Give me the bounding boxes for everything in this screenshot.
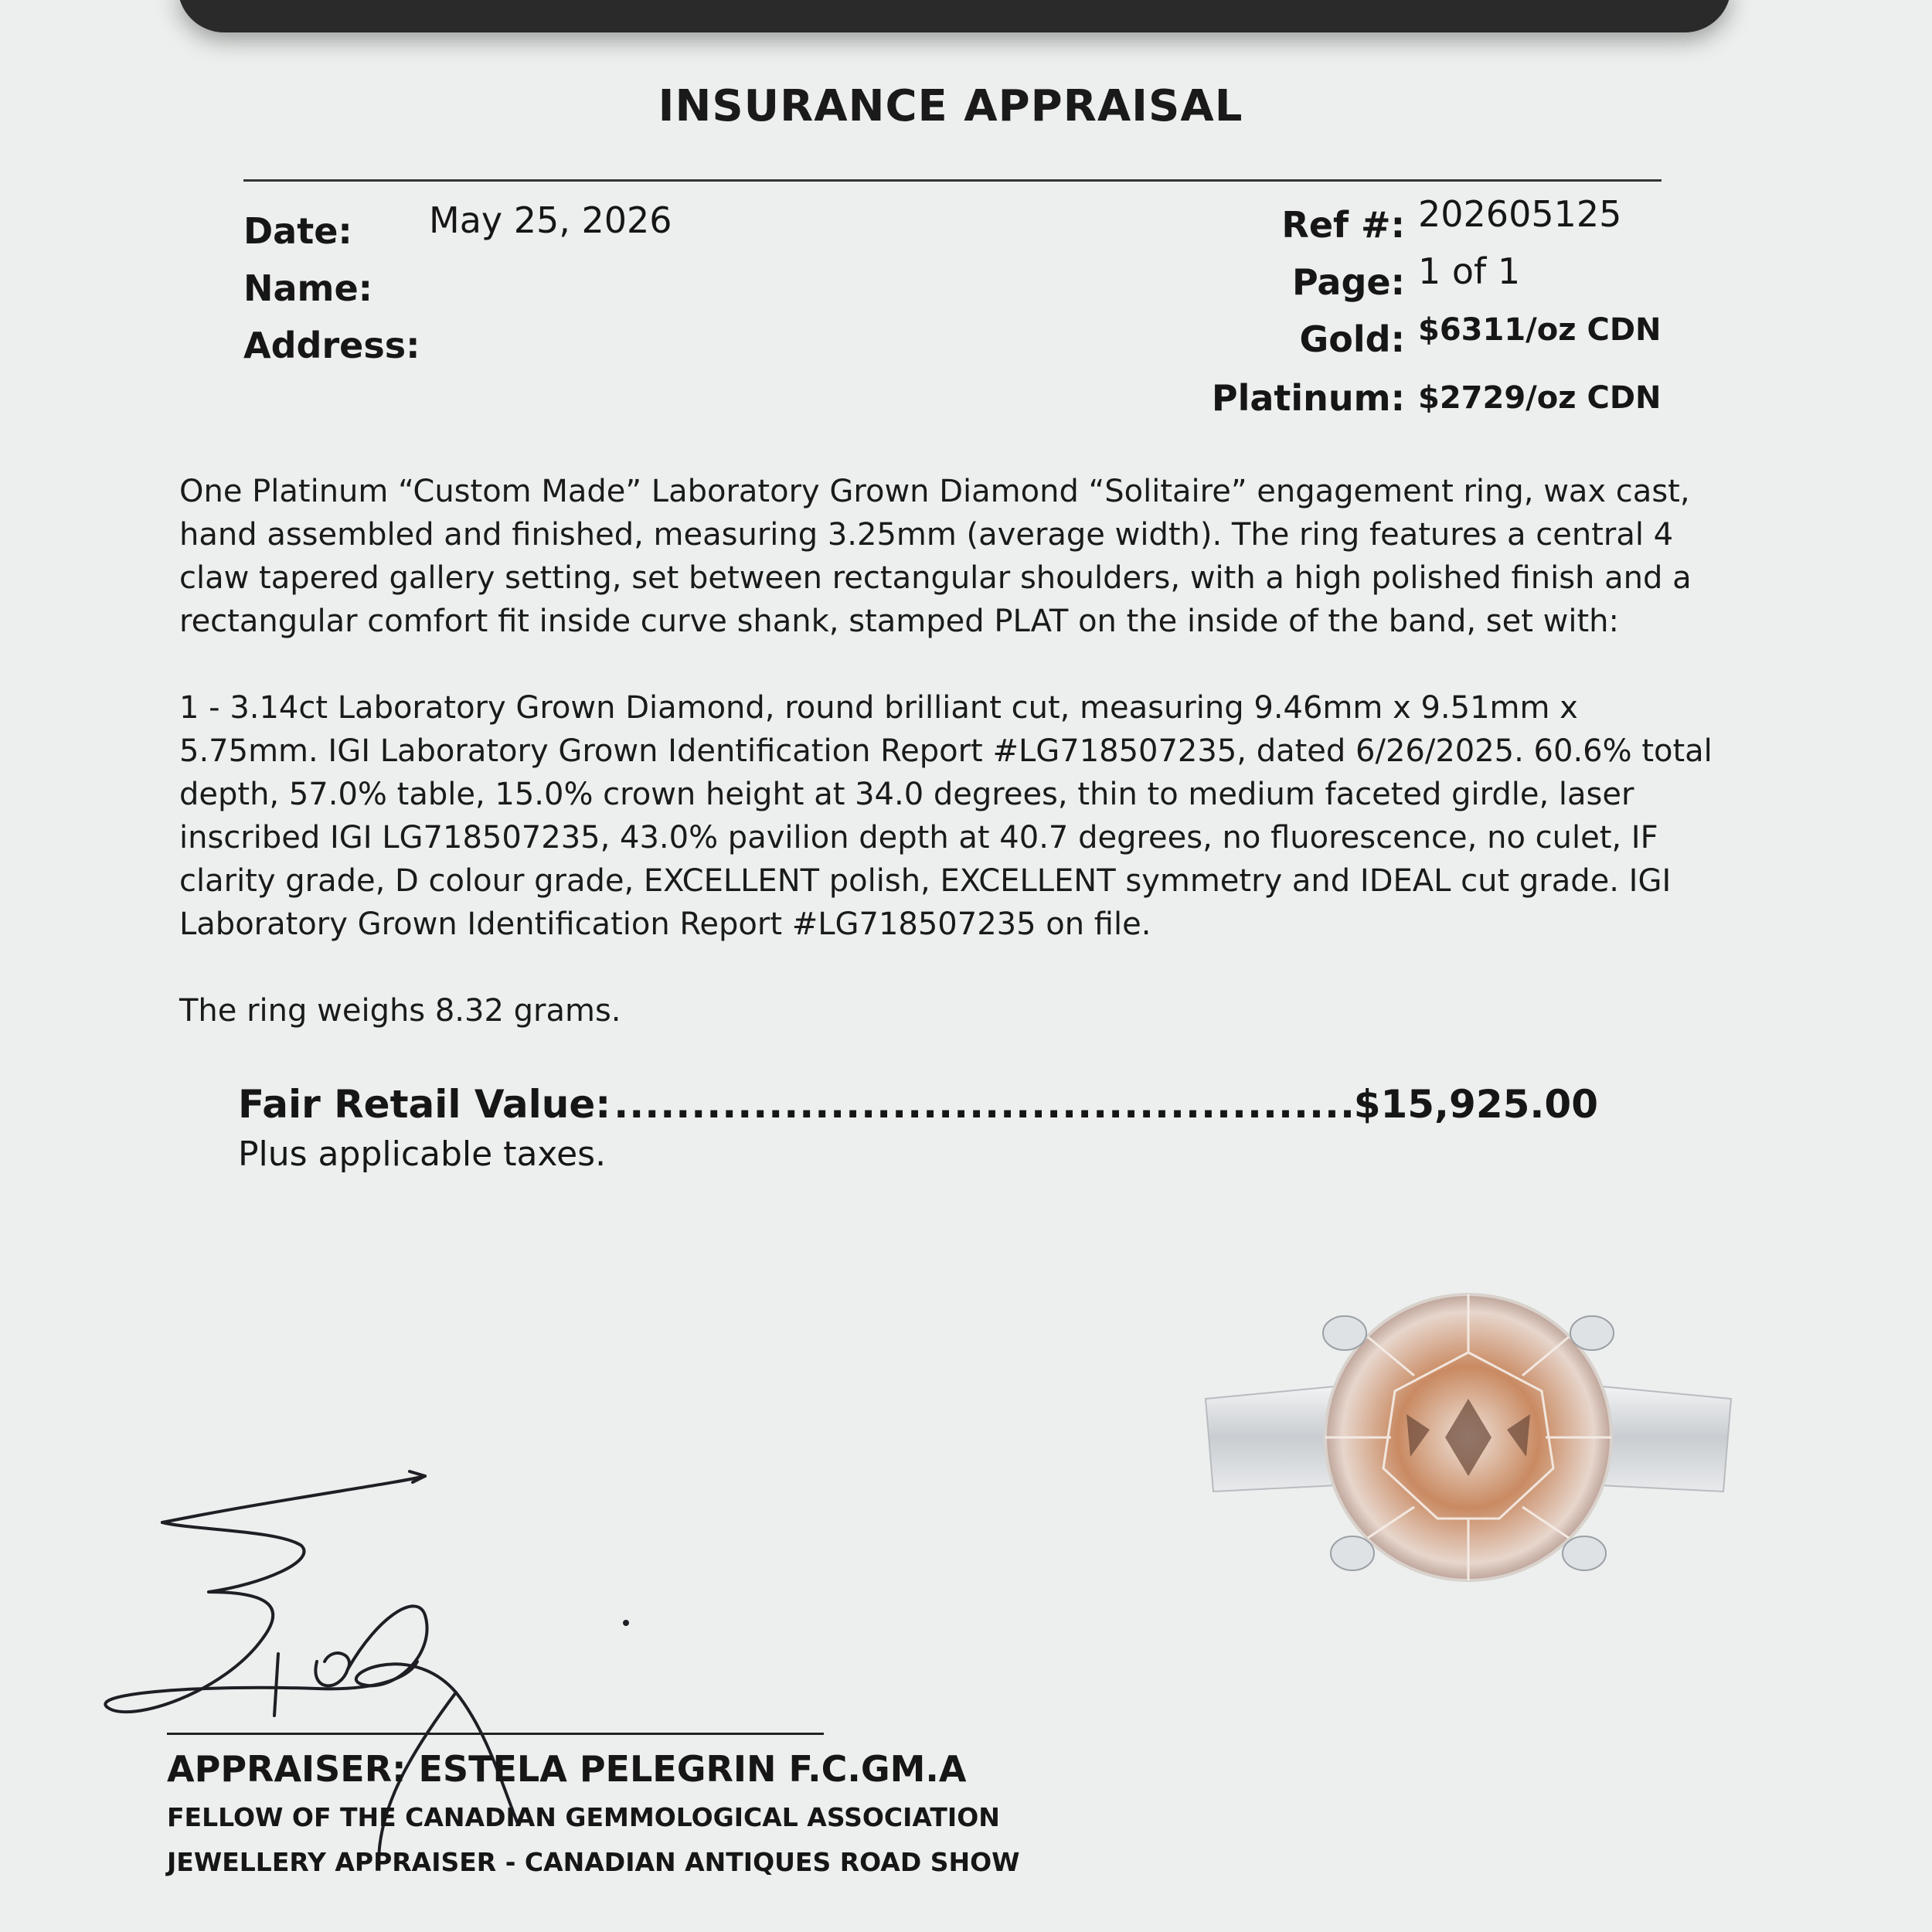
taxes-note: Plus applicable taxes. (238, 1134, 607, 1174)
leader-dots (614, 1082, 1350, 1127)
appraiser-title: JEWELLERY APPRAISER - CANADIAN ANTIQUES ROAD SHOW (167, 1847, 1020, 1877)
fair-retail-value-amount: $15,925.00 (1353, 1082, 1598, 1127)
document-title: INSURANCE APPRAISAL (658, 81, 1243, 131)
diamond-ring-photo-icon (1190, 1283, 1747, 1623)
gold-label: Gold: (1299, 318, 1405, 360)
fair-retail-value-label: Fair Retail Value: (238, 1082, 611, 1127)
name-label: Name: (243, 267, 373, 309)
platinum-label: Platinum: (1211, 377, 1405, 419)
fair-retail-value-row (238, 1082, 1598, 1131)
page-label: Page: (1291, 261, 1405, 303)
gold-value: $6311/oz CDN (1418, 312, 1662, 348)
date-value: May 25, 2026 (429, 199, 672, 241)
signature-line (167, 1733, 824, 1735)
folder-edge-shadow (178, 0, 1731, 32)
appraiser-name: APPRAISER: ESTELA PELEGRIN F.C.GM.A (167, 1748, 967, 1790)
page-value: 1 of 1 (1418, 250, 1521, 292)
ring-description: One Platinum “Custom Made” Laboratory Grown Diamond “Solitaire” engagement ring, wax cast, hand assembled and finished, measuring 3.25mm (average width). The ring features a central 4 claw tapered gallery setting, set between rectangular shoulders, with a high polished finish and a rectangular comfort fit inside curve shank, stamped PLAT on the inside of the band, set with: (179, 474, 1692, 639)
stone-details: 1 - 3.14ct Laboratory Grown Diamond, round brilliant cut, measuring 9.46mm x 9.51mm x 5.75mm. IGI Laboratory Grown Identification Report #LG718507235, dated 6/26/2025. 60.6% total depth, 57.0% table, 15.0% crown height at 34.0 degrees, thin to medium faceted girdle, laser inscribed IGI LG718507235, 43.0% pavilion depth at 40.7 degrees, no fluorescence, no culet, IF clarity grade, D colour grade, EXCELLENT polish, EXCELLENT symmetry and IDEAL cut grade. IGI Laboratory Grown Identification Report #LG718507235 on file. (179, 690, 1713, 942)
ref-label: Ref #: (1281, 204, 1405, 246)
appraiser-credential: FELLOW OF THE CANADIAN GEMMOLOGICAL ASSOCIATION (167, 1802, 1000, 1832)
date-label: Date: (243, 210, 352, 252)
platinum-value: $2729/oz CDN (1418, 380, 1662, 416)
address-label: Address: (243, 325, 420, 366)
ring-weight: The ring weighs 8.32 grams. (179, 993, 621, 1029)
title-divider (243, 179, 1662, 182)
ref-value: 202605125 (1418, 193, 1622, 235)
